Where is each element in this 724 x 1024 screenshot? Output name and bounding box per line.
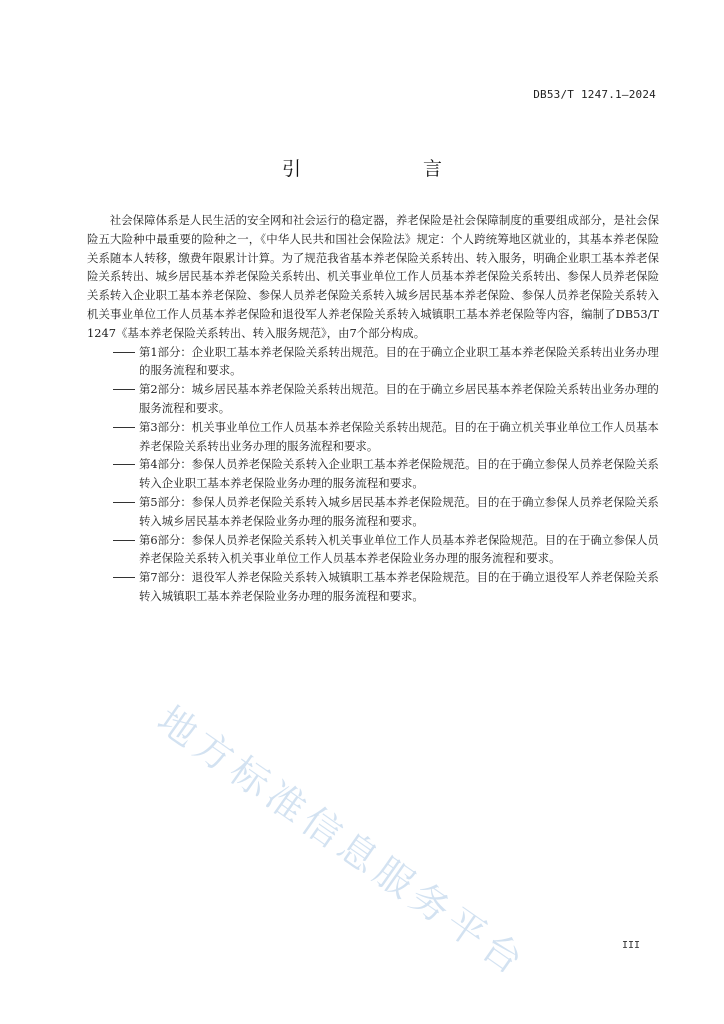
part-text: 第6部分：参保人员养老保险关系转入机关事业单位工作人员基本养老保险规范。目的在于确立参保人员养老保险关系转入机关事业单位工作人员基本养老保险业务办理的服务流程和要求。 bbox=[139, 532, 659, 566]
part-item bbox=[87, 568, 659, 606]
page-number: III bbox=[621, 940, 640, 951]
part-item bbox=[87, 418, 659, 456]
part-text: 第4部分：参保人员养老保险关系转入企业职工基本养老保险规范。目的在于确立参保人员养老保险关系转入企业职工基本养老保险业务办理的服务流程和要求。 bbox=[139, 457, 659, 491]
part-item bbox=[87, 493, 659, 531]
part-text: 第2部分：城乡居民基本养老保险关系转出规范。目的在于确立乡居民基本养老保险关系转出业务办理的服务流程和要求。 bbox=[139, 382, 659, 415]
intro-paragraph: 社会保障体系是人民生活的安全网和社会运行的稳定器，养老保险是社会保障制度的重要组成部分，是社会保险五大险种中最重要的险种之一，《中华人民共和国社会保险法》规定：个人跨统筹地区就业的，其基本养老保险关系随本人转移，缴费年限累计计算。为了规范我省基本养老保险关系转出、转入服务，明确企业职工基本养老保险关系转出、城乡居民基本养老保险关系转出、机关事业单位工作人员基本养老保险关系转出、参保人员养老保险关系转入企业职工基本养老保险、参保人员养老保险关系转入城乡居民基本养老保险、参保人员养老保险关系转入机关事业单位工作人员基本养老保险和退役军人养老保险关系转入城镇职工基本养老保险等内容，编制了DB53/T 1247《基本养老保险关系转出、转入服务规范》，由7个部分构成。 bbox=[87, 213, 659, 340]
section-title: 引 言 bbox=[281, 158, 470, 180]
part-text: 第3部分：机关事业单位工作人员基本养老保险关系转出规范。目的在于确立机关事业单位工作人员基本养老保险关系转出业务办理的服务流程和要求。 bbox=[139, 419, 659, 453]
watermark: 地方标准信息服务平台 bbox=[149, 697, 536, 986]
part-item bbox=[87, 531, 659, 569]
document-code: DB53/T 1247.1—2024 bbox=[533, 88, 656, 101]
part-item bbox=[87, 455, 659, 493]
part-text: 第7部分：退役军人养老保险关系转入城镇职工基本养老保险规范。目的在于确立退役军人养老保险关系转入城镇职工基本养老保险业务办理的服务流程和要求。 bbox=[139, 570, 659, 603]
part-item bbox=[87, 343, 659, 381]
part-text: 第1部分：企业职工基本养老保险关系转出规范。目的在于确立企业职工基本养老保险关系转出业务办理的服务流程和要求。 bbox=[139, 344, 659, 378]
part-item bbox=[87, 380, 659, 418]
part-text: 第5部分：参保人员养老保险关系转入城乡居民基本养老保险规范。目的在于确立参保人员养老保险关系转入城乡居民基本养老保险业务办理的服务流程和要求。 bbox=[139, 494, 659, 528]
document-body bbox=[87, 211, 659, 606]
